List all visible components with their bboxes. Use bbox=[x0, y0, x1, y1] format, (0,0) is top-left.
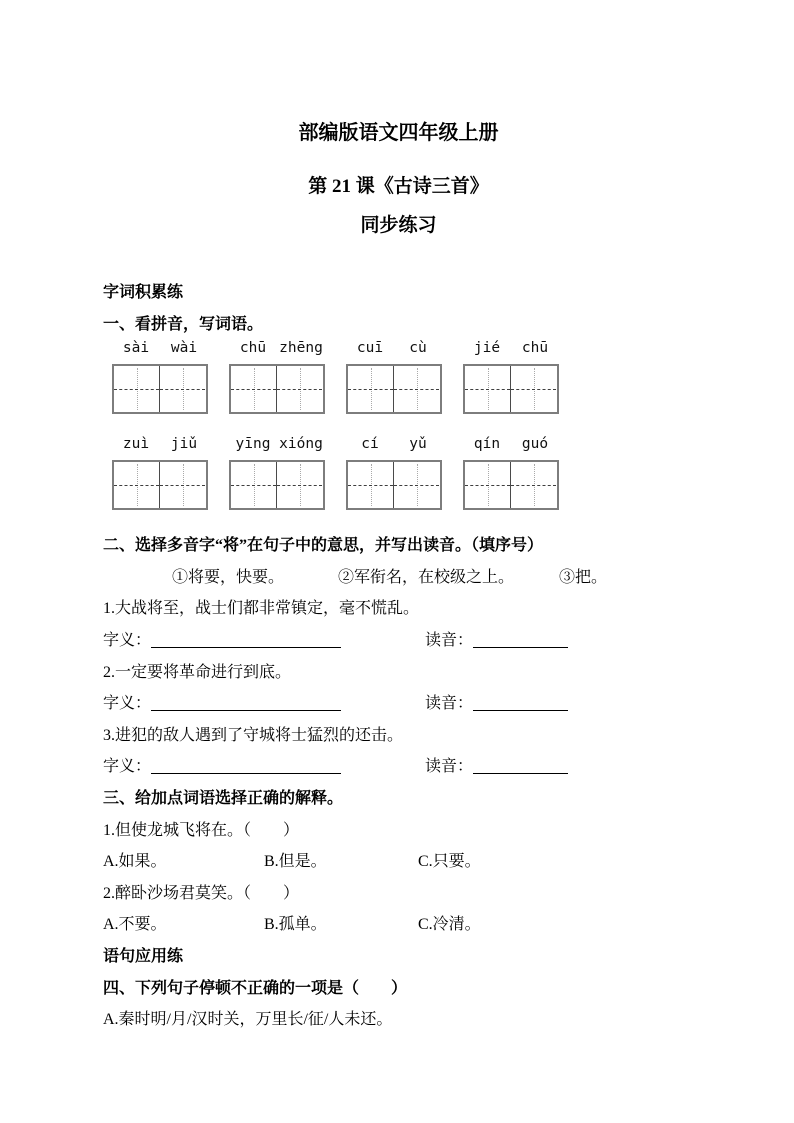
part2-heading: 语句应用练 bbox=[103, 947, 184, 965]
writing-grid bbox=[229, 364, 325, 414]
writing-grid bbox=[463, 364, 559, 414]
meaning-label: 字义： bbox=[103, 631, 152, 649]
writing-cell bbox=[465, 462, 511, 508]
pronunciation-label: 读音： bbox=[425, 631, 474, 649]
doc-title-line3: 同步练习 bbox=[360, 215, 437, 236]
writing-cell bbox=[114, 366, 160, 412]
definition-option-1: ①将要，快要。 bbox=[172, 568, 285, 586]
writing-cell bbox=[465, 366, 511, 412]
question-two-title: 二、选择多音字“将”在句子中的意思，并写出读音。（填序号） bbox=[103, 537, 544, 555]
pinyin-grid-group bbox=[112, 340, 208, 414]
writing-cell bbox=[511, 462, 556, 508]
pinyin-syllable: guó bbox=[521, 436, 549, 453]
doc-title-line1: 部编版语文四年级上册 bbox=[298, 122, 499, 144]
choice-b: B.孤单。 bbox=[264, 916, 327, 934]
choice-row-2 bbox=[103, 909, 694, 941]
pinyin-syllable: cí bbox=[361, 436, 379, 453]
choice-c: C.只要。 bbox=[418, 853, 481, 871]
pinyin-syllable: cuī bbox=[356, 340, 384, 357]
pinyin-grid-group bbox=[229, 340, 325, 414]
doc-title-line2: 第 21 课《古诗三首》 bbox=[308, 176, 489, 197]
choice-question-2: 2.醉卧沙场君莫笑。（ ） bbox=[103, 884, 300, 902]
meaning-label: 字义： bbox=[103, 758, 152, 776]
definition-option-2: ②军衔名，在校级之上。 bbox=[338, 568, 515, 586]
definition-option-3: ③把。 bbox=[559, 568, 608, 586]
writing-grid bbox=[346, 460, 442, 510]
pinyin-syllable: wài bbox=[170, 340, 198, 357]
pinyin-syllable: jiǔ bbox=[170, 436, 198, 453]
writing-grid bbox=[112, 460, 208, 510]
choice-a: A.如果。 bbox=[103, 853, 167, 871]
pinyin-grid-group bbox=[463, 436, 559, 510]
answer-blanks-line-1 bbox=[103, 625, 694, 657]
writing-cell bbox=[277, 366, 322, 412]
pinyin-syllable: yīng bbox=[235, 436, 271, 453]
meaning-blank bbox=[151, 772, 341, 774]
definition-options-line bbox=[103, 562, 694, 594]
writing-cell bbox=[348, 366, 394, 412]
pinyin-grid-group bbox=[346, 340, 442, 414]
pronunciation-blank bbox=[473, 709, 568, 711]
choice-question-1: 1.但使龙城飞将在。（ ） bbox=[103, 821, 300, 839]
choice-b: B.但是。 bbox=[264, 853, 327, 871]
sentence-item-1: 1.大战将至，战士们都非常镇定，毫不慌乱。 bbox=[103, 600, 420, 618]
pronunciation-label: 读音： bbox=[425, 758, 474, 776]
question-one-title: 一、看拼音，写词语。 bbox=[103, 315, 264, 333]
pinyin-syllable: zhēng bbox=[279, 340, 323, 357]
writing-cell bbox=[114, 462, 160, 508]
choice-c: C.冷清。 bbox=[418, 916, 481, 934]
writing-cell bbox=[160, 366, 205, 412]
pinyin-grid-row-2 bbox=[112, 436, 694, 510]
pinyin-grid-group bbox=[346, 436, 442, 510]
writing-grid bbox=[229, 460, 325, 510]
meaning-label: 字义： bbox=[103, 695, 152, 713]
pinyin-syllable: yǔ bbox=[409, 436, 427, 453]
writing-cell bbox=[394, 366, 439, 412]
sentence-item-2: 2.一定要将革命进行到底。 bbox=[103, 663, 292, 681]
writing-cell bbox=[511, 366, 556, 412]
writing-cell bbox=[394, 462, 439, 508]
writing-cell bbox=[277, 462, 322, 508]
writing-grid bbox=[463, 460, 559, 510]
pinyin-grid-group bbox=[112, 436, 208, 510]
choice-row-1 bbox=[103, 846, 694, 878]
pinyin-syllable: sài bbox=[122, 340, 150, 357]
pronunciation-blank bbox=[473, 772, 568, 774]
question-three-title: 三、给加点词语选择正确的解释。 bbox=[103, 789, 344, 807]
pinyin-syllable: jié bbox=[473, 340, 501, 357]
pinyin-grid-row-1 bbox=[112, 340, 694, 414]
writing-grid bbox=[346, 364, 442, 414]
choice-a: A.不要。 bbox=[103, 916, 167, 934]
part1-heading: 字词积累练 bbox=[103, 284, 184, 301]
pinyin-grid-group bbox=[463, 340, 559, 414]
pinyin-grid-group bbox=[229, 436, 325, 510]
answer-blanks-line-2 bbox=[103, 688, 694, 720]
meaning-blank bbox=[151, 646, 341, 648]
sentence-item-3: 3.进犯的敌人遇到了守城将士猛烈的还击。 bbox=[103, 726, 404, 744]
answer-blanks-line-3 bbox=[103, 751, 694, 783]
writing-grid bbox=[112, 364, 208, 414]
pronunciation-label: 读音： bbox=[425, 695, 474, 713]
writing-cell bbox=[160, 462, 205, 508]
writing-cell bbox=[231, 366, 277, 412]
pinyin-syllable: qín bbox=[473, 436, 501, 453]
pinyin-syllable: chū bbox=[521, 340, 549, 357]
question-four-option-a: A.秦时明/月/汉时关，万里长/征/人未还。 bbox=[103, 1011, 393, 1029]
meaning-blank bbox=[151, 709, 341, 711]
pinyin-syllable: xióng bbox=[279, 436, 323, 453]
writing-cell bbox=[231, 462, 277, 508]
pinyin-syllable: zuì bbox=[122, 436, 150, 453]
pronunciation-blank bbox=[473, 646, 568, 648]
pinyin-syllable: chū bbox=[239, 340, 267, 357]
writing-cell bbox=[348, 462, 394, 508]
pinyin-syllable: cù bbox=[409, 340, 427, 357]
question-four-title: 四、下列句子停顿不正确的一项是（ ） bbox=[103, 979, 408, 997]
